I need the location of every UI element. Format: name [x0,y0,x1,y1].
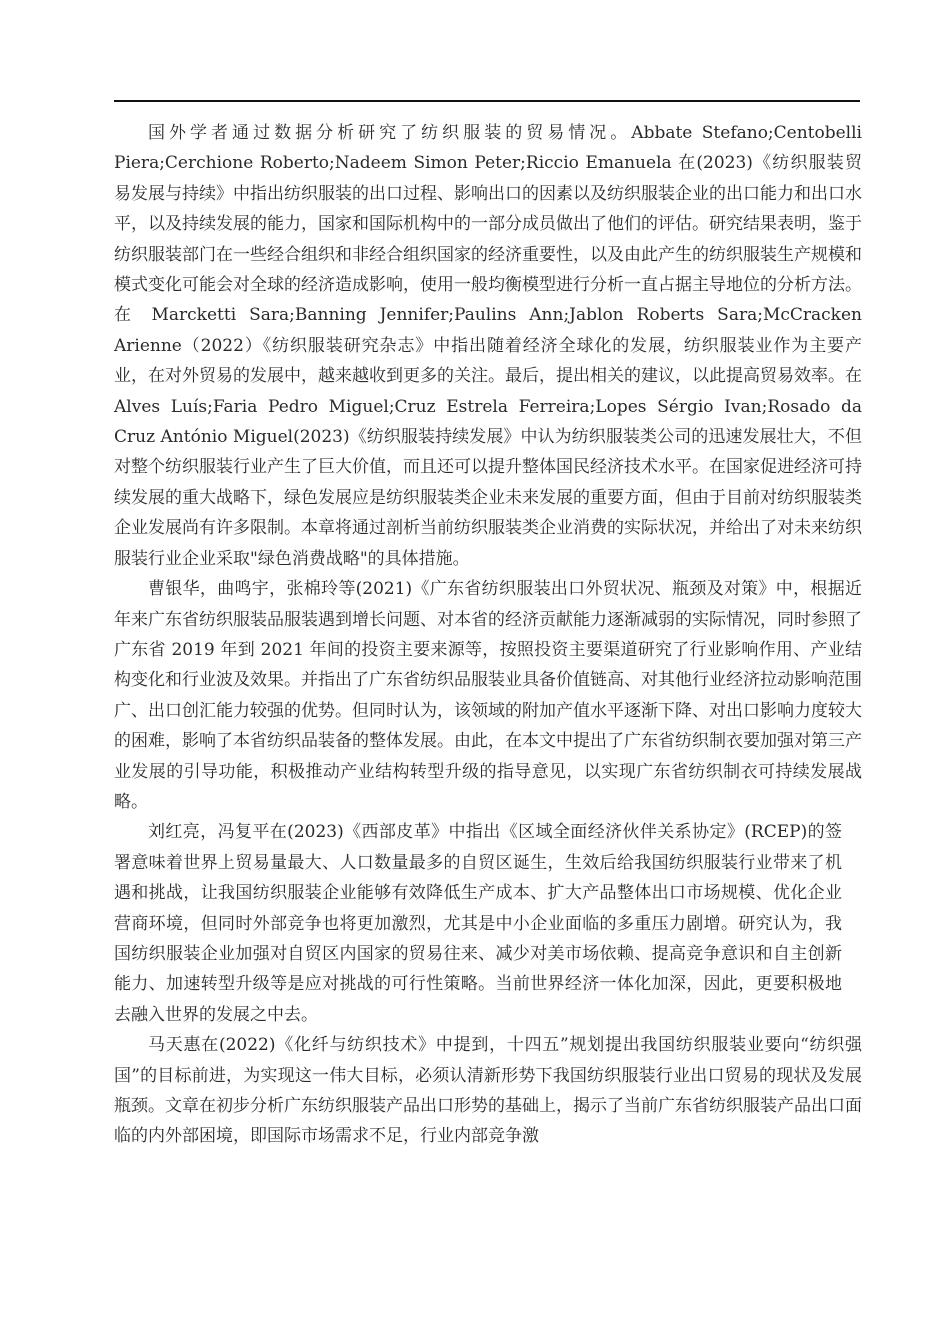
body-text [114,118,862,1152]
paragraph-cao-yinhua: 曹银华，曲鸣宇，张棉玲等(2021)《广东省纺织服装出口外贸状况、瓶颈及对策》中，根据近年来广东省纺织服装品服装遇到增长问题、对本省的经济贡献能力逐渐减弱的实际情况，同时参照了广东省 2019 年到 2021 年间的投资主要来源等，按照投资主要渠道研究了行业影响作用、产业结构变化和行业波及效果。并指出了广东省纺织品服装业具备价值链高、对其他行业经济拉动影响范围广、出口创汇能力较强的优势。但同时认为，该领域的附加产值水平逐渐下降、对出口影响力度较大的困难，影响了本省纺织品装备的整体发展。由此，在本文中提出了广东省纺织制衣要加强对第三产业发展的引导功能，积极推动产业结构转型升级的指导意见，以实现广东省纺织制衣可持续发展战略。 [114,579,862,812]
header-rule [114,100,860,102]
paragraph-ma-tianhui: 马天惠在(2022)《化纤与纺织技术》中提到，十四五”规划提出我国纺织服装业要向“纺织强国”的目标前进，为实现这一伟大目标，必须认清新形势下我国纺织服装行业出口贸易的现状及发展瓶颈。文章在初步分析广东纺织服装产品出口形势的基础上，揭示了当前广东省纺织服装产品出口面临的内外部困境，即国际市场需求不足，行业内部竞争激 [114,1035,862,1147]
paragraph-liu-hongliang: 刘红亮，冯复平在(2023)《西部皮革》中指出《区域全面经济伙伴关系协定》(RCEP)的签署意味着世界上贸易量最大、人口数量最多的自贸区诞生，生效后给我国纺织服装行业带来了机遇和挑战，让我国纺织服装企业能够有效降低生产成本、扩大产品整体出口市场规模、优化企业营商环境，但同时外部竞争也将更加激烈，尤其是中小企业面临的多重压力剧增。研究认为，我国纺织服装企业加强对自贸区内国家的贸易往来、减少对美市场依赖、提高竞争意识和自主创新能力、加速转型升级等是应对挑战的可行性策略。当前世界经济一体化加深，因此，更要积极地去融入世界的发展之中去。 [114,822,842,1025]
paragraph-foreign-scholars: 国外学者通过数据分析研究了纺织服装的贸易情况。Abbate Stefano;Centobelli Piera;Cerchione Roberto;Nadeem Simon Peter;Riccio Emanuela 在(2023)《纺织服装贸易发展与持续》中指出纺织服装的出口过程、影响出口的因素以及纺织服装企业的出口能力和出口水平，以及持续发展的能力，国家和国际机构中的一部分成员做出了他们的评估。研究结果表明，鉴于纺织服装部门在一些经合组织和非经合组织国家的经济重要性，以及由此产生的纺织服装生产规模和模式变化可能会对全球的经济造成影响，使用一般均衡模型进行分析一直占据主导地位的分析方法。在 Marcketti Sara;Banning Jennifer;Paulins Ann;Jablon Roberts Sara;McCracken Arienne（2022）《纺织服装研究杂志》中指出随着经济全球化的发展，纺织服装业作为主要产业，在对外贸易的发展中，越来越收到更多的关注。最后，提出相关的建议，以此提高贸易效率。在 Alves Luís;Faria Pedro Miguel;Cruz Estrela Ferreira;Lopes Sérgio Ivan;Rosado da Cruz António Miguel(2023)《纺织服装持续发展》中认为纺织服装类公司的迅速发展壮大，不但对整个纺织服装行业产生了巨大价值，而且还可以提升整体国民经济技术水平。在国家促进经济可持续发展的重大战略下，绿色发展应是纺织服装类企业未来发展的重要方面，但由于目前对纺织服装类企业发展尚有许多限制。本章将通过剖析当前纺织服装类企业消费的实际状况，并给出了对未来纺织服装行业企业采取"绿色消费战略"的具体措施。 [114,123,862,569]
